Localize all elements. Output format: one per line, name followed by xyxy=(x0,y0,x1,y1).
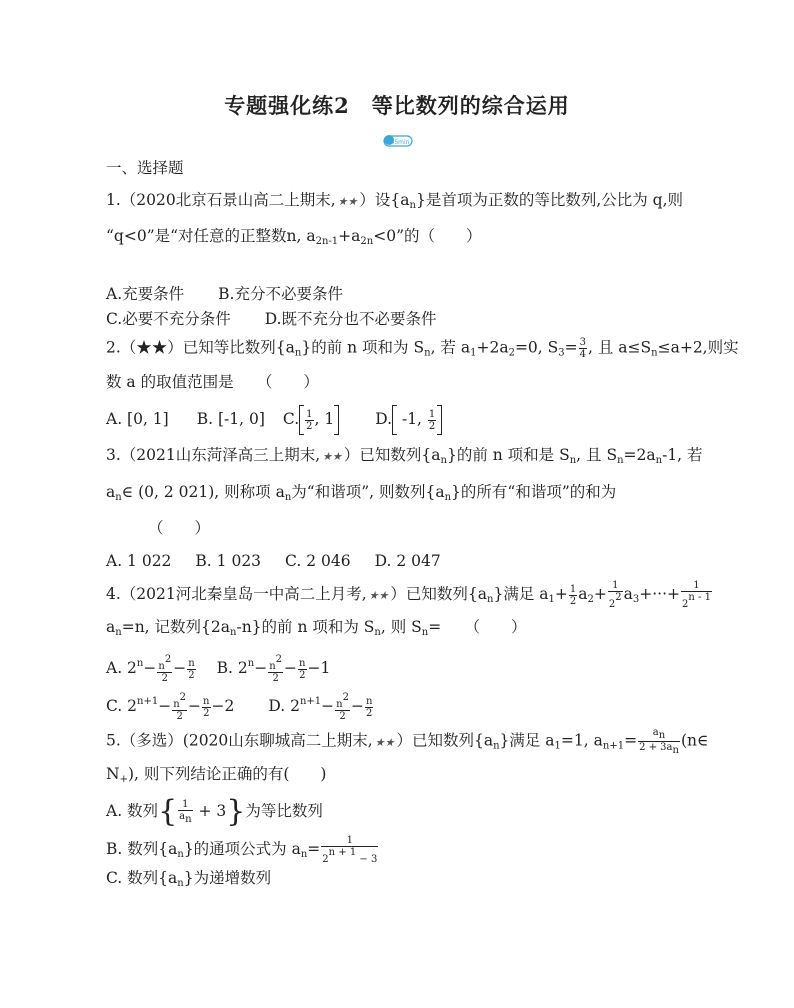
difficulty-stars-icon: ★★ xyxy=(337,195,358,208)
q1-options-row2 xyxy=(106,309,437,329)
q3-option-d: D. 2 047 xyxy=(374,552,441,570)
q1-option-c: C.必要不充分条件 xyxy=(106,310,231,328)
q4-options-row2: C. $2^{n+1}-$ $\frac{n^2}{2}$ − $\frac{n}{2}$ −2 D. $2^{n+1}-$ $\frac{n^2}{2}$ − $\frac{n}{2}$ xyxy=(106,692,373,722)
page-title: 专题强化练2 等比数列的综合运用 xyxy=(224,93,570,118)
q1-option-a: A.充要条件 xyxy=(106,285,185,303)
section-heading: 一、选择题 xyxy=(106,159,184,177)
q1-option-b: B.充分不必要条件 xyxy=(218,285,343,303)
q3-option-b: B. 1 023 xyxy=(195,552,262,570)
q3-line2: $a_n\in$ (0, 2 021), 则称项 $a_n$为“和谐项”, 则数列$\{a_n\}$的所有“和谐项”的和为 xyxy=(106,483,617,503)
q5-option-b: B. 数列$\{a_n\}$的通项公式为 $a_n=$ $\frac{1}{2^{n + 1} - 3}$ xyxy=(106,835,378,865)
q2-option-b: B. [-1, 0] xyxy=(196,410,265,428)
q2-option-a: A. [0, 1] xyxy=(106,410,169,428)
q2-options: A. [0, 1] B. [-1, 0] C. $\frac{1}{2}$ , 1 D. -1, $\frac{1}{2}$ xyxy=(106,405,442,435)
q4-line2: $a_n=n$, 记数列$\{2a_n-n\}$的前 n 项和为 $S_n$, 则 $S_n=$ （ ） xyxy=(106,618,527,638)
q2-fraction: $\frac{3}{4}$ xyxy=(579,337,587,360)
q1-options-row1 xyxy=(106,284,343,304)
badge-text: 45min xyxy=(390,139,410,146)
q1-line1: 1.（2020北京石景山高二上期末, ★★ ）设$\{a_n\}$是首项为正数的等比数列,公比为 q,则 xyxy=(106,191,684,211)
clock-badge-icon xyxy=(383,133,413,147)
q3-line1: 3.（2021山东菏泽高三上期末, ★★ ）已知数列$\{a_n\}$的前 n 项和是 $S_n$, 且 $S_n=2a_n-1$, 若 xyxy=(106,446,703,466)
q4-option-d: D. 2 xyxy=(268,697,300,715)
q2-option-d: D. xyxy=(375,410,393,428)
q5-line1: 5.（多选）(2020山东聊城高二上期末, ★★ ）已知数列$\{a_n\}$满足 $a_1=1$, $a_{n+1}=$ $\frac{a_n}{2 + 3a_n}$ (n∈ xyxy=(106,727,709,756)
q2-line1: 2.（★★）已知等比数列$\{a_n\}$的前 n 项和为 $S_n$, 若 $a_1+2a_2=0$, $S_3=$ $\frac{3}{4}$ , 且 $a\le S_n\le a+2$,则实 xyxy=(106,337,739,360)
q4-line1: 4.（2021河北秦皇岛一中高二上月考, ★★ ）已知数列$\{a_n\}$满足 $a_1+$ $\frac{1}{2}$ $a_2+$ $\frac{1}{2^2}$ $a_3+\cdot\cdot\cdot+$ $\frac{1}{2^{n - 1}}$ xyxy=(106,580,711,610)
q1-line2: “q<0”是“对任意的正整数n, $a_{2n-1}+a_{2n}<0$”的（ ） xyxy=(106,227,482,247)
q3-options xyxy=(106,551,441,571)
q3-option-a: A. 1 022 xyxy=(106,552,172,570)
q4-options-row1: A. $2^n-$ $\frac{n^2}{2}$ − $\frac{n}{2}$ B. $2^n-$ $\frac{n^2}{2}$ − $\frac{n}{2}$ −1 xyxy=(106,654,331,684)
q4-option-c: C. 2 xyxy=(106,697,138,715)
q5-option-a: A. 数列{ $\frac{1}{a_n}$ + 3}为等比数列 xyxy=(106,794,323,829)
q5-option-c: C. 数列$\{a_n\}$为递增数列 xyxy=(106,869,272,889)
q2-line2: 数 a 的取值范围是 （ ） xyxy=(106,373,319,391)
q4-option-a: A. 2 xyxy=(106,659,137,677)
q4-option-b: B. 2 xyxy=(216,659,248,677)
q3-option-c: C. 2 046 xyxy=(285,552,351,570)
q3-line3: （ ） xyxy=(148,519,211,537)
q2-option-c: C. xyxy=(282,410,300,428)
q1-option-d: D.既不充分也不必要条件 xyxy=(264,310,437,328)
q5-line2: $N_+$), 则下列结论正确的有( ) xyxy=(106,765,327,785)
